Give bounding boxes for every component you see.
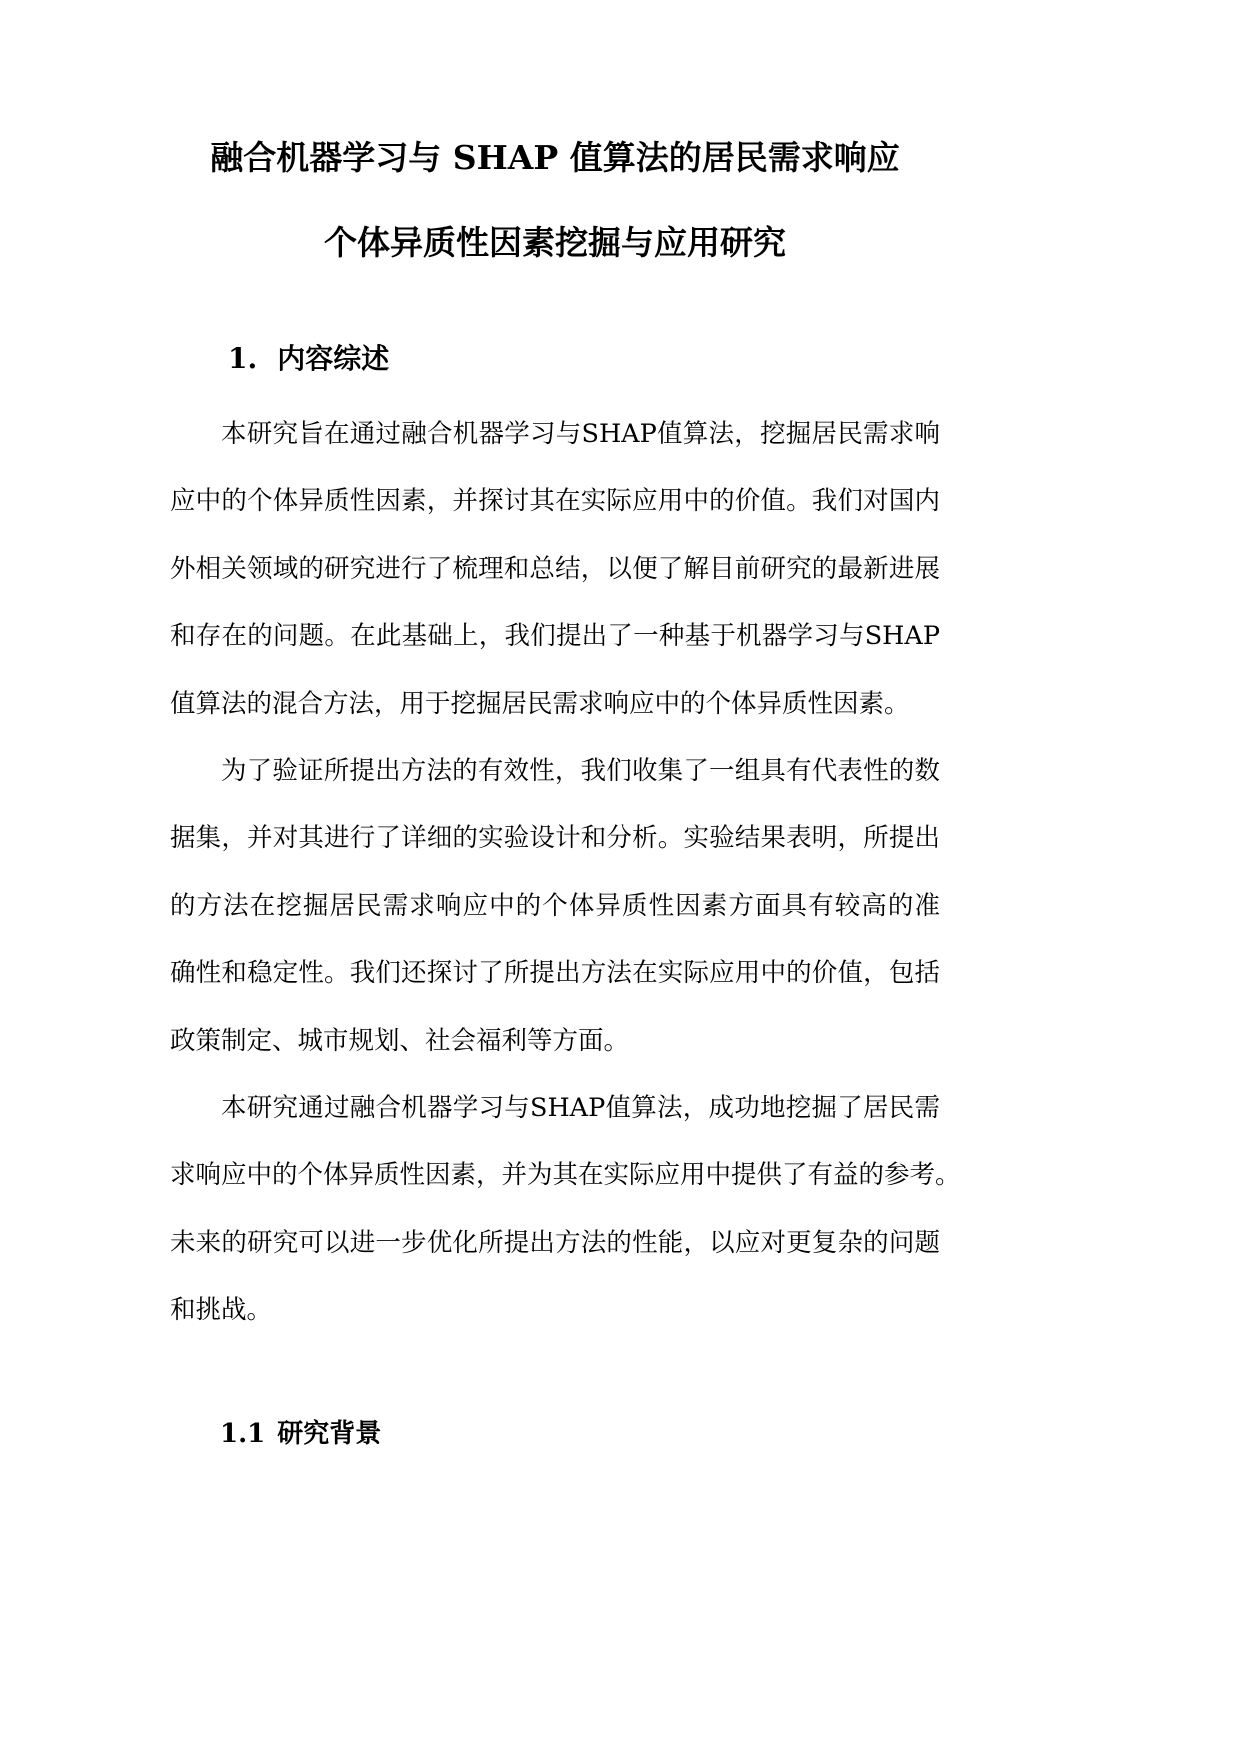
paragraph-line: 为了验证所提出方法的有效性，我们收集了一组具有代表性的数 xyxy=(221,755,940,786)
subsection-number: 1.1 xyxy=(220,1419,266,1450)
section-number: 1. xyxy=(228,342,258,375)
document-title xyxy=(170,115,940,285)
paragraph-line: 的方法在挖掘居民需求响应中的个体异质性因素方面具有较高的准 xyxy=(170,890,940,921)
paragraph-2 xyxy=(170,738,940,1075)
paragraph-line: 政策制定、城市规划、社会福利等方面。 xyxy=(170,1025,630,1056)
title-line-2: 个体异质性因素挖掘与应用研究 xyxy=(324,223,786,262)
paragraph-line: 和存在的问题。在此基础上，我们提出了一种基于机器学习与SHAP xyxy=(170,621,940,652)
paragraph-line: 外相关领域的研究进行了梳理和总结，以便了解目前研究的最新进展 xyxy=(170,553,940,584)
paragraph-3 xyxy=(170,1075,961,1345)
section-title: 内容综述 xyxy=(277,342,390,375)
title-line-1: 融合机器学习与 SHAP 值算法的居民需求响应 xyxy=(210,138,900,177)
section-heading xyxy=(170,325,940,393)
paragraph-line: 本研究旨在通过融合机器学习与SHAP值算法，挖掘居民需求响 xyxy=(221,419,940,449)
paragraph-line: 本研究通过融合机器学习与SHAP值算法，成功地挖掘了居民需 xyxy=(221,1092,940,1123)
paragraph-line: 据集，并对其进行了详细的实验设计和分析。实验结果表明，所提出 xyxy=(170,823,940,854)
paragraph-line: 确性和稳定性。我们还探讨了所提出方法在实际应用中的价值，包括 xyxy=(170,958,940,989)
paragraph-1 xyxy=(170,401,940,738)
paragraph-line: 和挑战。 xyxy=(170,1295,273,1326)
document-body xyxy=(170,0,961,1468)
paragraph-line: 未来的研究可以进一步优化所提出方法的性能，以应对更复杂的问题 xyxy=(170,1227,940,1258)
subsection-title: 研究背景 xyxy=(277,1419,382,1450)
subsection-heading xyxy=(170,1400,940,1468)
paragraph-line: 求响应中的个体异质性因素，并为其在实际应用中提供了有益的参考。 xyxy=(170,1160,961,1191)
paragraphs xyxy=(170,401,961,1344)
paragraph-line: 值算法的混合方法，用于挖掘居民需求响应中的个体异质性因素。 xyxy=(170,688,910,719)
paragraph-line: 应中的个体异质性因素，并探讨其在实际应用中的价值。我们对国内 xyxy=(170,486,940,517)
